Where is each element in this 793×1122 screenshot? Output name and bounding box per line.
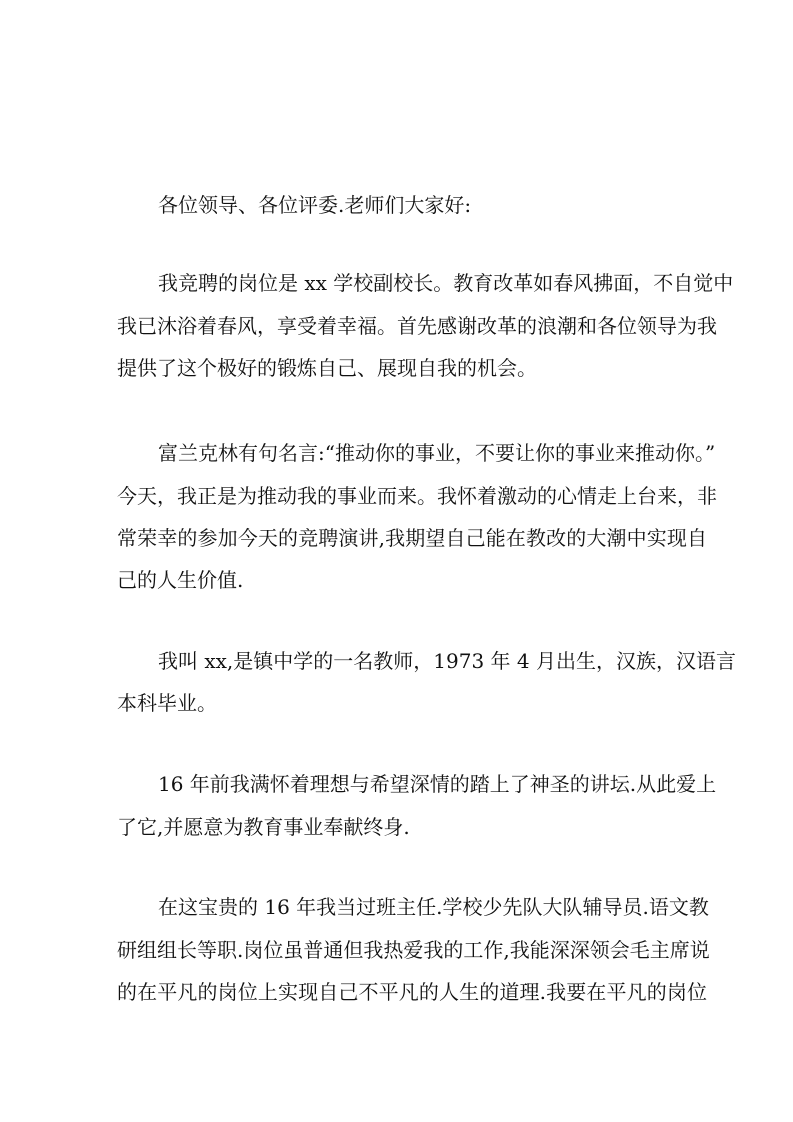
paragraph-line: 我竞聘的岗位是 xx 学校副校长。教育改革如春风拂面，不自觉中 <box>158 271 734 295</box>
paragraph-line: 的在平凡的岗位上实现自己不平凡的人生的道理.我要在平凡的岗位 <box>117 980 707 1004</box>
paragraph-line: 己的人生价值. <box>117 568 244 592</box>
greeting: 各位领导、各位评委.老师们大家好: <box>158 193 472 217</box>
paragraph-line: 我已沐浴着春风，享受着幸福。首先感谢改革的浪潮和各位领导为我 <box>117 314 717 338</box>
paragraph-line: 我叫 xx,是镇中学的一名教师，1973 年 4 月出生，汉族，汉语言 <box>158 649 736 673</box>
paragraph-line: 了它,并愿意为教育事业奉献终身. <box>117 815 410 839</box>
paragraph-line: 富兰克林有句名言:“推动你的事业，不要让你的事业来推动你。” <box>158 441 716 465</box>
paragraph-line: 提供了这个极好的锻炼自己、展现自我的机会。 <box>117 356 537 380</box>
paragraph-line: 在这宝贵的 16 年我当过班主任.学校少先队大队辅导员.语文教 <box>158 895 709 919</box>
paragraph-line: 今天，我正是为推动我的事业而来。我怀着激动的心情走上台来，非 <box>117 484 717 508</box>
paragraph-line: 16 年前我满怀着理想与希望深情的踏上了神圣的讲坛.从此爱上 <box>158 772 717 796</box>
paragraph-line: 常荣幸的参加今天的竞聘演讲,我期望自己能在教改的大潮中实现自 <box>117 526 707 550</box>
paragraph-line: 研组组长等职.岗位虽普通但我热爱我的工作,我能深深领会毛主席说 <box>117 938 710 962</box>
paragraph-line: 本科毕业。 <box>117 691 217 715</box>
